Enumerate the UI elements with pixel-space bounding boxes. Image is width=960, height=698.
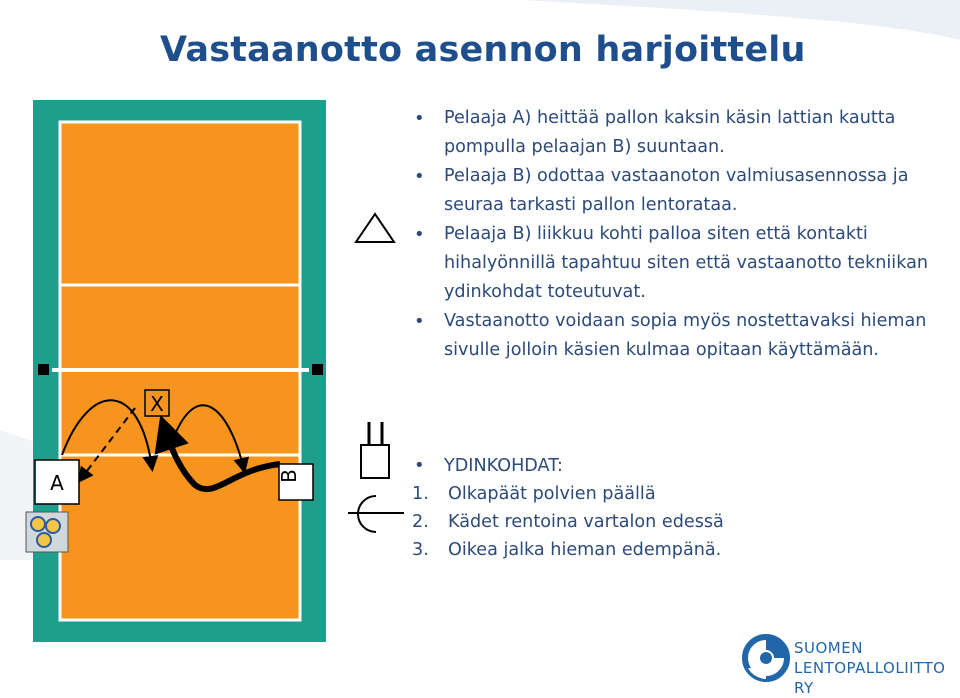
player-a-box <box>35 460 79 504</box>
player-x-box <box>145 390 169 416</box>
volleyball-cart-icon <box>26 512 68 552</box>
square-symbol-icon <box>361 422 389 478</box>
net-post-right <box>312 364 323 375</box>
key-point-text: Kädet rentoina vartalon edessä <box>448 512 724 532</box>
instruction-item: • Vastaanotto voidaan sopia myös nostettavaksi hieman sivulle jolloin käsien kulmaa opitaan käyttämään. <box>412 307 932 365</box>
key-points <box>412 452 932 564</box>
logo-line-1: SUOMEN <box>794 639 863 657</box>
key-points-list <box>412 480 932 564</box>
page-title: Vastaanotto asennon harjoittelu <box>160 30 806 70</box>
triangle-symbol-icon <box>356 214 394 242</box>
logo-line-2: LENTOPALLOLIITTO RY <box>794 659 946 697</box>
key-point-item <box>412 480 932 508</box>
net-post-left <box>38 364 49 375</box>
key-point-number: 2. <box>412 512 429 532</box>
key-point-text: Olkapäät polvien päällä <box>448 484 656 504</box>
player-x-label: X <box>150 392 164 416</box>
instruction-item: • Pelaaja B) odottaa vastaanoton valmiusasennossa ja seuraa tarkasti pallon lentorataa. <box>412 162 932 220</box>
court <box>33 100 326 642</box>
key-point-item <box>412 536 932 564</box>
key-point-number: 3. <box>412 540 429 560</box>
legend-symbols <box>344 200 404 550</box>
instruction-list <box>412 104 932 365</box>
key-point-text: Oikea jalka hieman edempänä. <box>448 540 722 560</box>
key-point-number: 1. <box>412 484 429 504</box>
half-circle-symbol-icon <box>348 496 404 532</box>
player-b-box <box>277 464 313 500</box>
key-points-heading: • YDINKOHDAT: <box>412 452 932 480</box>
logo-text <box>794 638 957 698</box>
instruction-item: • Pelaaja A) heittää pallon kaksin käsin lattian kautta pompulla pelaajan B) suuntaan. <box>412 104 932 162</box>
federation-logo-icon <box>742 634 790 682</box>
player-a-label: A <box>50 471 64 495</box>
player-b-label: B <box>277 469 301 483</box>
federation-logo <box>742 634 957 697</box>
key-point-item <box>412 508 932 536</box>
instruction-item: • Pelaaja B) liikkuu kohti palloa siten että kontakti hihalyönnillä tapahtuu siten että vastaanotto tekniikan ydinkohdat toteutuvat. <box>412 220 932 307</box>
